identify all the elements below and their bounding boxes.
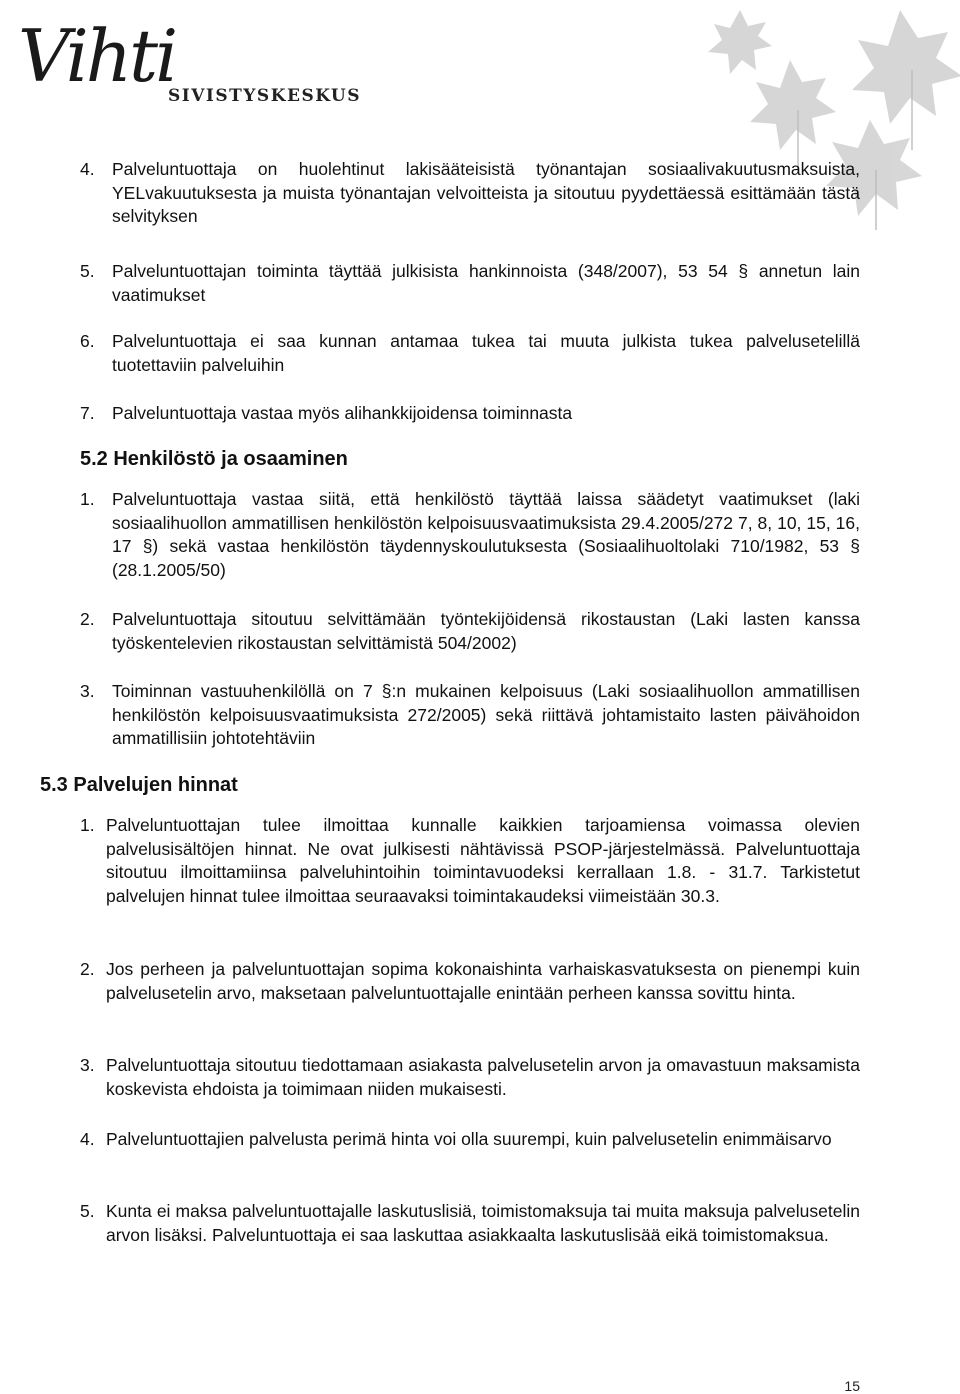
list-number: 4.	[80, 159, 95, 179]
list-number: 3.	[80, 1055, 95, 1075]
list-item: Palveluntuottajan tulee ilmoittaa kunnalle kaikkien tarjoamiensa voimassa olevien palvelusisältöjen hinnat. Ne ovat julkisesti nähtävissä PSOP-järjestelmässä. Palveluntuottaja sitoutuu ilmoittamiinsa palveluhintoihin toimintavuodeksi kerrallaan 1.8. - 31.7. Tarkistetut palvelujen hinnat tulee ilmoittaa seuraavaksi toimintakaudeksi viimeistään 30.3.	[106, 815, 860, 906]
list-item: Palveluntuottaja ei saa kunnan antamaa tukea tai muuta julkista tukea palvelusetelillä tuotettaviin palveluihin	[112, 331, 860, 375]
list-item: Jos perheen ja palveluntuottajan sopima kokonaishinta varhaiskasvatuksesta on pienempi kuin palvelusetelin arvo, maksetaan palveluntuottajalle enintään perheen kanssa sovittu hinta.	[106, 959, 860, 1003]
list-item: Palveluntuottaja on huolehtinut lakisääteisistä työnantajan sosiaalivakuutusmaksuista, YELvakuutuksesta ja muista työnantajan velvoitteista ja sitoutuu pyydettäessä esittämään tästä selvityksen	[112, 159, 860, 226]
page-number: 15	[844, 1378, 860, 1394]
list-number: 5.	[80, 1201, 95, 1221]
list-number: 6.	[80, 331, 95, 351]
list-item: Palveluntuottaja vastaa myös alihankkijoidensa toiminnasta	[112, 403, 573, 423]
list-item: Palveluntuottaja vastaa siitä, että henkilöstö täyttää laissa säädetyt vaatimukset (laki sosiaalihuollon ammatillisen henkilöstön kelpoisuusvaatimuksista 29.4.2005/272 7, 8, 10, 15, 16, 17 §) sekä vastaa henkilöstön täydennyskoulutuksesta (Sosiaalihuoltolaki 710/1982, 53 § (28.1.2005/50)	[112, 489, 860, 580]
list-number: 3.	[80, 681, 95, 701]
logo-unit-text: SIVISTYSKESKUS	[168, 86, 361, 106]
list-item: Toiminnan vastuuhenkilöllä on 7 §:n mukainen kelpoisuus (Laki sosiaalihuollon ammatillisen henkilöstön kelpoisuusvaatimuksista 272/2005) sekä riittävä johtamistaito lasten päivähoidon ammatillisiin johtotehtäviin	[112, 681, 860, 748]
section-heading: 5.2 Henkilöstö ja osaaminen	[80, 448, 348, 470]
list-number: 1.	[80, 489, 95, 509]
list-number: 4.	[80, 1129, 95, 1149]
list-item: Palveluntuottajien palvelusta perimä hinta voi olla suurempi, kuin palvelusetelin enimmäisarvo	[106, 1129, 832, 1149]
list-number: 2.	[80, 959, 95, 979]
list-item: Palveluntuottajan toiminta täyttää julkisista hankinnoista (348/2007), 53 54 § annetun lain vaatimukset	[112, 261, 860, 305]
vihti-logo	[14, 14, 361, 112]
list-item: Palveluntuottaja sitoutuu selvittämään työntekijöidensä rikostaustan (Laki lasten kanssa työskentelevien rikostaustan selvittämistä 504/2002)	[112, 609, 860, 653]
list-number: 2.	[80, 609, 95, 629]
list-number: 7.	[80, 403, 95, 423]
logo-script-text: Vihti	[18, 14, 176, 98]
list-item: Kunta ei maksa palveluntuottajalle laskutuslisiä, toimistomaksuja tai muita maksuja palvelusetelin arvon lisäksi. Palveluntuottaja ei saa laskuttaa asiakkaalta laskutuslisää eikä toimistomaksua.	[106, 1201, 860, 1245]
section-heading: 5.3 Palvelujen hinnat	[40, 774, 238, 796]
list-number: 1.	[80, 815, 95, 835]
list-item: Palveluntuottaja sitoutuu tiedottamaan asiakasta palvelusetelin arvon ja omavastuun maksamista koskevista ehdoista ja toimimaan niiden mukaisesti.	[106, 1055, 860, 1099]
list-number: 5.	[80, 261, 95, 281]
